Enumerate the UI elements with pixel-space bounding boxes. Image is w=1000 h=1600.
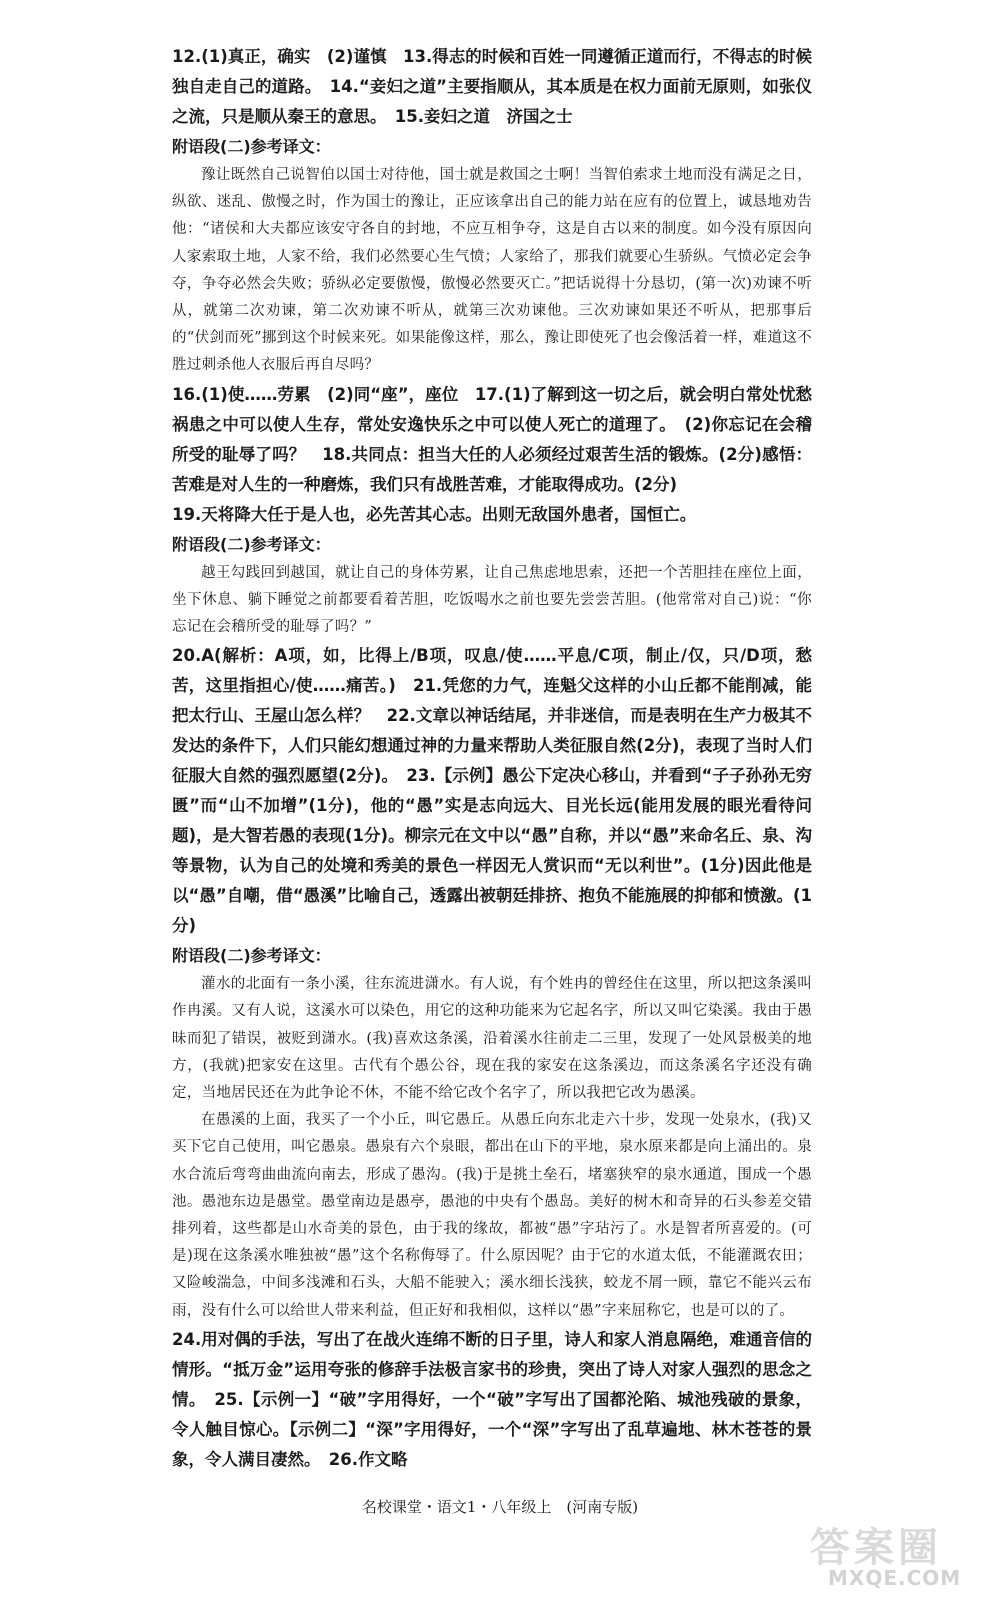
answers-12-15: 12.(1)真正，确实 (2)谨慎 13.得志的时候和百姓一同遵循正道而行，不得志的时候独自走自己的道路。 14.“妾妇之道”主要指顺从，其本质是在权力面前无原则，如张仪之流，只是顺从秦王的意思。 15.妾妇之道 济国之士 [172,47,812,126]
answers-16-18: 16.(1)使……劳累 (2)同“座”，座位 17.(1)了解到这一切之后，就会明白常处忧愁祸患之中可以使人生存，常处安逸快乐之中可以使人死亡的道理了。 (2)你忘记在会稽所受的耻辱了吗？ 18.共同点：担当大任的人必须经过艰苦生活的锻炼。(2分)感悟：苦难是对人生的一种磨炼，我们只有战胜苦难，才能取得成功。(2分) [172,384,812,494]
page-footer: 名校课堂・语文1・八年级上 (河南专版) [361,1498,639,1516]
section-heading-3: 附语段(二)参考译文： [172,946,331,966]
answer-content [172,42,812,1475]
translation-yuxi-part2: 在愚溪的上面，我买了一个小丘，叫它愚丘。从愚丘向东北走六十步，发现一处泉水，(我)又买下它自己使用，叫它愚泉。愚泉有六个泉眼，都出在山下的平地，泉水原来都是向上涌出的。泉水合流后弯弯曲曲流向南去，形成了愚沟。(我)于是挑土垒石，堵塞狭窄的泉水通道，围成一个愚池。愚池东边是愚堂。愚堂南边是愚亭，愚池的中央有个愚岛。美好的树木和奇异的石头参差交错排列着，这些都是山水奇美的景色，由于我的缘故，都被“愚”字玷污了。水是智者所喜爱的。(可是)现在这条溪水唯独被“愚”这个名称侮辱了。什么原因呢？由于它的水道太低，不能灌溉农田；又险峻湍急，中间多浅滩和石头，大船不能驶入；溪水细长浅狭，蛟龙不屑一顾，靠它不能兴云布雨，没有什么可以给世人带来利益，但正好和我相似，这样以“愚”字来屈称它，也是可以的了。 [172,1112,812,1319]
translation-goujian: 越王勾践回到越国，就让自己的身体劳累，让自己焦虑地思索，还把一个苦胆挂在座位上面，坐下休息、躺下睡觉之前都要看着苦胆，吃饭喝水之前也要先尝尝苦胆。(他常常对自己)说：“你忘记在会稽所受的耻辱了吗？” [172,564,812,636]
section-heading-2: 附语段(二)参考译文： [172,534,331,554]
answer-19: 19.天将降大任于是人也，必先苦其心志。出则无敌国外患者，国恒亡。 [172,504,697,524]
section-heading-1: 附语段(二)参考译文： [172,137,331,156]
translation-yuxi-part1: 灌水的北面有一条小溪，往东流进潇水。有人说，有个姓冉的曾经住在这里，所以把这条溪叫作冉溪。又有人说，这溪水可以染色，用它的这种功能来为它起名字，所以又叫它染溪。我由于愚昧而犯了错误，被贬到潇水。(我)喜欢这条溪，沿着溪水往前走二三里，发现了一处风景极美的地方，(我就)把家安在这里。古代有个愚公谷，现在我的家安在这条溪边，而这条溪名字还没有确定，当地居民还在为此争论不休，不能不给它改个名字了，所以我把它改为愚溪。 [172,976,812,1102]
watermark-logo [810,1516,980,1594]
translation-yurang: 豫让既然自己说智伯以国士对待他，国士就是救国之士啊！当智伯索求土地而没有满足之日，纵欲、迷乱、傲慢之时，作为国士的豫让，正应该拿出自己的能力站在应有的位置上，诚恳地劝告他：“诸侯和大夫都应该安守各自的封地，不应互相争夺，这是自古以来的制度。如今没有原因向人家索取土地，人家不给，我们必然要心生气愤；人家给了，那我们就要心生骄纵。气愤必定会争夺，争夺必然会失败；骄纵必定要傲慢，傲慢必然要灭亡。”把话说得十分恳切，(第一次)劝谏不听从，就第二次劝谏，第二次劝谏不听从，就第三次劝谏他。三次劝谏如果还不听从，把那事后的“伏剑而死”挪到这个时候来死。如果能像这样，那么，豫让即使死了也会像活着一样，难道这不胜过刺杀他人衣服后再自尽吗？ [172,167,812,374]
watermark-url: MXQE.COM [828,1566,962,1590]
watermark-glyphs: 答案圈 [810,1525,942,1571]
answers-20-23: 20.A(解析：A项，如，比得上/B项，叹息/使……平息/C项，制止/仅，只/D项，愁苦，这里指担心/使……痛苦。) 21.凭您的力气，连魁父这样的小山丘都不能削减，能把太行山、王屋山怎么样？ 22.文章以神话结尾，并非迷信，而是表明在生产力极其不发达的条件下，人们只能幻想通过神的力量来帮助人类征服自然(2分)，表现了当时人们征服大自然的强烈愿望(2分)。 23.【示例】愚公下定决心移山，并看到“子子孙孙无穷匮”而“山不加增”(1分)，他的“愚”实是志向远大、目光长远(能用发展的眼光看待问题)，是大智若愚的表现(1分)。柳宗元在文中以“愚”自称，并以“愚”来命名丘、泉、沟等景物，认为自己的处境和秀美的景色一样因无人赏识而“无以利世”。(1分)因此他是以“愚”自嘲，借“愚溪”比喻自己，透露出被朝廷排挤、抱负不能施展的抑郁和愤激。(1分) [172,646,812,936]
answers-24-26: 24.用对偶的手法，写出了在战火连绵不断的日子里，诗人和家人消息隔绝，难通音信的情形。“抵万金”运用夸张的修辞手法极言家书的珍贵，突出了诗人对家人强烈的思念之情。 25.【示例一】“破”字用得好，一个“破”字写出了国都沦陷、城池残破的景象，令人触目惊心。【示例二】“深”字用得好，一个“深”字写出了乱草遍地、林木苍苍的景象，令人满目凄然。 26.作文略 [172,1329,812,1469]
